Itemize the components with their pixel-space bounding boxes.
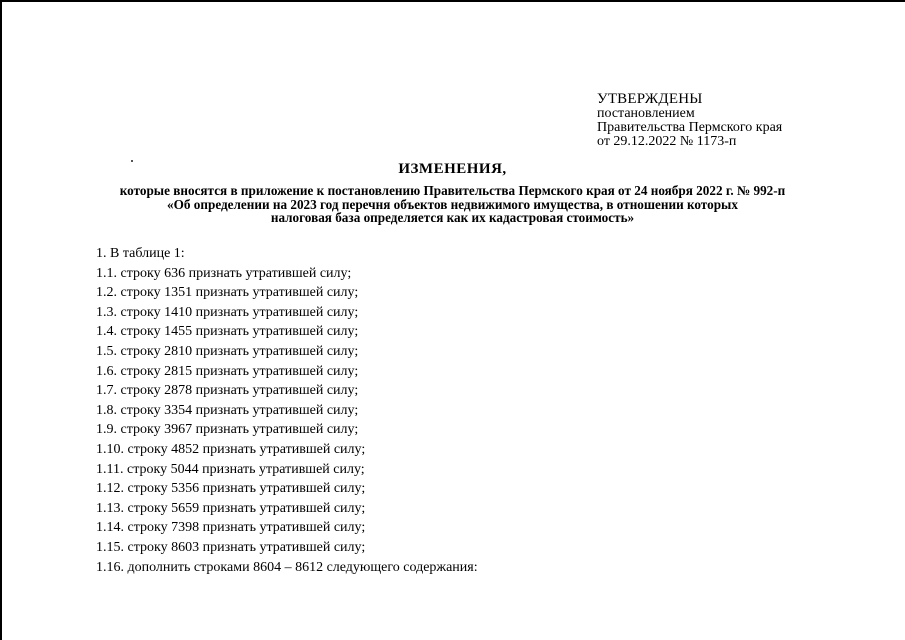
scan-edge-left bbox=[0, 0, 2, 640]
list-item: 1.10. строку 4852 признать утратившей силу; bbox=[96, 441, 366, 457]
list-item: 1.16. дополнить строками 8604 – 8612 следующего содержания: bbox=[96, 559, 478, 575]
subtitle-line-1: которые вносятся в приложение к постановлению Правительства Пермского края от 24 ноября 2022 г. № 992-п bbox=[119, 183, 786, 198]
list-item: 1.1. строку 636 признать утратившей силу; bbox=[96, 265, 352, 281]
subtitle-line-2: «Об определении на 2023 год перечня объектов недвижимого имущества, в отношении которых bbox=[167, 196, 738, 212]
list-item: 1.9. строку 3967 признать утратившей силу; bbox=[96, 422, 359, 438]
subtitle-line-3: налоговая база определяется как их кадастровая стоимость» bbox=[270, 210, 635, 225]
approval-line-2: Правительства Пермского края bbox=[597, 120, 783, 135]
list-item: 1.8. строку 3354 признать утратившей силу; bbox=[96, 402, 359, 418]
scan-edge-top bbox=[0, 0, 905, 2]
list-item: 1.4. строку 1455 признать утратившей силу; bbox=[96, 324, 359, 340]
approval-line-1: постановлением bbox=[597, 106, 695, 121]
list-item: 1.3. строку 1410 признать утратившей силу; bbox=[96, 304, 359, 320]
list-item: 1.11. строку 5044 признать утратившей силу; bbox=[96, 461, 365, 477]
document-subtitle bbox=[0, 184, 905, 225]
document-title: ИЗМЕНЕНИЯ, bbox=[398, 161, 507, 177]
approval-heading: УТВЕРЖДЕНЫ bbox=[597, 91, 703, 107]
list-item: 1.7. строку 2878 признать утратившей силу; bbox=[96, 383, 359, 399]
list-item: 1.14. строку 7398 признать утратившей силу; bbox=[96, 520, 366, 536]
list-item: 1.12. строку 5356 признать утратившей силу; bbox=[96, 481, 366, 497]
amendments-list bbox=[96, 244, 856, 577]
list-item: 1.2. строку 1351 признать утратившей силу; bbox=[96, 285, 359, 301]
list-item: 1. В таблице 1: bbox=[96, 246, 185, 261]
list-item: 1.6. строку 2815 признать утратившей силу; bbox=[96, 363, 359, 379]
list-item: 1.13. строку 5659 признать утратившей силу; bbox=[96, 500, 366, 516]
list-item: 1.5. строку 2810 признать утратившей силу; bbox=[96, 343, 359, 359]
list-item: 1.15. строку 8603 признать утратившей силу; bbox=[96, 539, 366, 555]
approval-stamp-block bbox=[597, 92, 897, 149]
approval-line-3: от 29.12.2022 № 1173-п bbox=[597, 134, 737, 149]
